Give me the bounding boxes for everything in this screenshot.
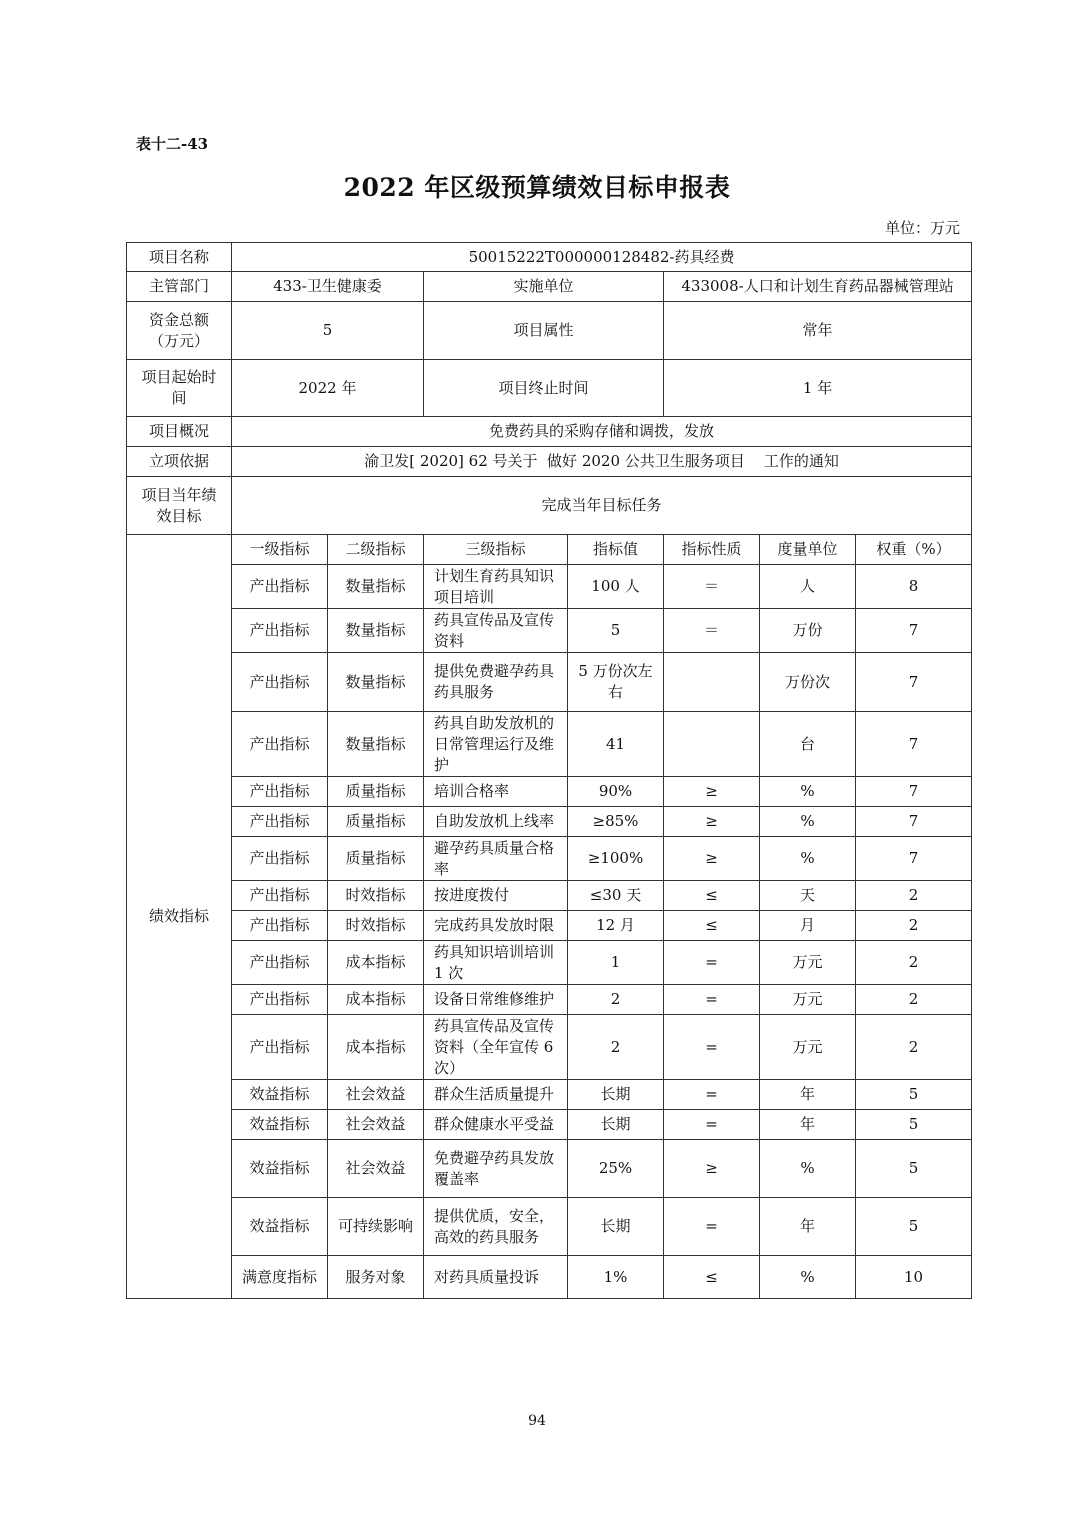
budget-performance-table [126, 242, 972, 1299]
indicator-row [127, 985, 972, 1015]
indicator-value: 100 人 [568, 565, 664, 609]
indicator-l3: 设备日常维修维护 [424, 985, 568, 1015]
indicator-weight: 2 [856, 941, 972, 985]
indicator-value: 41 [568, 712, 664, 777]
indicator-value: 90% [568, 777, 664, 807]
indicator-value: 5 万份次左右 [568, 653, 664, 712]
indicator-value: 1% [568, 1256, 664, 1299]
indicator-nature [664, 653, 760, 712]
indicator-l2: 成本指标 [328, 985, 424, 1015]
indicator-unit: 年 [760, 1110, 856, 1140]
indicator-l3: 完成药具发放时限 [424, 911, 568, 941]
goal-label-line2: 效目标 [156, 506, 202, 525]
indicator-weight: 7 [856, 777, 972, 807]
header-l3: 三级指标 [424, 535, 568, 565]
indicator-unit: % [760, 1140, 856, 1198]
indicator-unit: 年 [760, 1198, 856, 1256]
indicator-l3: 药具宣传品及宣传资料 [424, 609, 568, 653]
unit-label: 单位：万元 [884, 219, 960, 237]
indicator-l3: 提供免费避孕药具药具服务 [424, 653, 568, 712]
indicator-l1: 产出指标 [232, 837, 328, 881]
indicator-value: 25% [568, 1140, 664, 1198]
indicator-row [127, 1015, 972, 1080]
indicator-row [127, 1110, 972, 1140]
indicator-row [127, 1140, 972, 1198]
indicator-row [127, 565, 972, 609]
indicator-row [127, 941, 972, 985]
indicator-weight: 7 [856, 807, 972, 837]
indicator-l2: 数量指标 [328, 609, 424, 653]
indicator-row [127, 1080, 972, 1110]
indicator-nature: ≥ [664, 837, 760, 881]
indicator-l2: 数量指标 [328, 653, 424, 712]
indicator-l3: 提供优质，安全，高效的药具服务 [424, 1198, 568, 1256]
indicator-l1: 产出指标 [232, 712, 328, 777]
indicator-l1: 产出指标 [232, 653, 328, 712]
indicator-weight: 2 [856, 985, 972, 1015]
indicator-l2: 质量指标 [328, 807, 424, 837]
indicator-weight: 5 [856, 1140, 972, 1198]
indicator-nature: = [664, 941, 760, 985]
goal-value: 完成当年目标任务 [232, 477, 972, 535]
indicator-value: 5 [568, 609, 664, 653]
indicator-l1: 产出指标 [232, 1015, 328, 1080]
indicator-weight: 7 [856, 609, 972, 653]
header-value: 指标值 [568, 535, 664, 565]
indicator-header-row [127, 535, 972, 565]
indicator-l1: 产出指标 [232, 911, 328, 941]
indicator-value: 长期 [568, 1110, 664, 1140]
indicator-value: 12 月 [568, 911, 664, 941]
overview-label: 项目概况 [127, 417, 232, 447]
indicator-row [127, 1198, 972, 1256]
indicator-l3: 按进度拨付 [424, 881, 568, 911]
attr-label: 项目属性 [424, 302, 664, 360]
fund-label-line1: 资金总额 [148, 310, 209, 329]
indicator-l2: 数量指标 [328, 565, 424, 609]
indicator-nature: ≥ [664, 807, 760, 837]
indicator-l3: 避孕药具质量合格率 [424, 837, 568, 881]
indicator-nature: ≥ [664, 777, 760, 807]
start-label-line2: 间 [171, 389, 187, 407]
impl-label: 实施单位 [424, 272, 664, 302]
indicator-l2: 社会效益 [328, 1080, 424, 1110]
indicator-value: ≤30 天 [568, 881, 664, 911]
indicator-l1: 产出指标 [232, 807, 328, 837]
page-title: 2022 年区级预算绩效目标申报表 [343, 173, 731, 202]
indicator-nature: = [664, 985, 760, 1015]
indicator-unit: % [760, 777, 856, 807]
indicator-unit: 万元 [760, 1015, 856, 1080]
indicator-l3: 药具宣传品及宣传资料（全年宣传 6 次） [424, 1015, 568, 1080]
indicator-l2: 质量指标 [328, 837, 424, 881]
table-id: 表十二-43 [136, 135, 209, 153]
goal-label [127, 477, 232, 535]
indicator-unit: 万元 [760, 985, 856, 1015]
indicator-nature: ≤ [664, 1256, 760, 1299]
start-value: 2022 年 [232, 360, 424, 417]
indicator-unit: 万元 [760, 941, 856, 985]
indicator-l3: 群众生活质量提升 [424, 1080, 568, 1110]
indicator-l3: 药具知识培训培训 1 次 [424, 941, 568, 985]
indicator-l1: 效益指标 [232, 1110, 328, 1140]
fund-value: 5 [232, 302, 424, 360]
indicator-row [127, 712, 972, 777]
indicator-l3: 群众健康水平受益 [424, 1110, 568, 1140]
indicator-l2: 成本指标 [328, 941, 424, 985]
indicator-nature: = [664, 1015, 760, 1080]
start-label [127, 360, 232, 417]
indicator-row [127, 837, 972, 881]
indicator-weight: 2 [856, 881, 972, 911]
indicator-l2: 数量指标 [328, 712, 424, 777]
project-name-label: 项目名称 [127, 243, 232, 272]
indicator-unit: % [760, 837, 856, 881]
indicator-group-label: 绩效指标 [127, 535, 232, 1299]
indicator-nature: ≥ [664, 1140, 760, 1198]
dept-label: 主管部门 [127, 272, 232, 302]
indicator-unit: 人 [760, 565, 856, 609]
indicator-l1: 效益指标 [232, 1198, 328, 1256]
indicator-l2: 时效指标 [328, 911, 424, 941]
indicator-value: 2 [568, 985, 664, 1015]
indicator-l2: 社会效益 [328, 1140, 424, 1198]
indicator-l3: 计划生育药具知识项目培训 [424, 565, 568, 609]
indicator-l1: 产出指标 [232, 941, 328, 985]
indicator-row [127, 777, 972, 807]
indicator-unit: 台 [760, 712, 856, 777]
header-unit: 度量单位 [760, 535, 856, 565]
indicator-row [127, 609, 972, 653]
basis-label: 立项依据 [127, 447, 232, 477]
indicator-row [127, 911, 972, 941]
overview-value: 免费药具的采购存储和调拨，发放 [232, 417, 972, 447]
project-name-value: 50015222T000000128482-药具经费 [232, 243, 972, 272]
indicator-unit: 月 [760, 911, 856, 941]
indicator-nature: ≤ [664, 911, 760, 941]
header-l1: 一级指标 [232, 535, 328, 565]
indicator-nature [664, 712, 760, 777]
indicator-unit: 万份 [760, 609, 856, 653]
indicator-row [127, 807, 972, 837]
header-weight: 权重（%） [856, 535, 972, 565]
indicator-l1: 产出指标 [232, 985, 328, 1015]
indicator-l1: 满意度指标 [232, 1256, 328, 1299]
indicator-l3: 培训合格率 [424, 777, 568, 807]
indicator-weight: 7 [856, 712, 972, 777]
indicator-value: 2 [568, 1015, 664, 1080]
indicator-row [127, 881, 972, 911]
attr-value: 常年 [664, 302, 972, 360]
fund-label-line2: （万元） [148, 331, 209, 350]
indicator-l2: 质量指标 [328, 777, 424, 807]
indicator-value: ≥100% [568, 837, 664, 881]
indicator-weight: 5 [856, 1110, 972, 1140]
indicator-unit: 天 [760, 881, 856, 911]
header-l2: 二级指标 [328, 535, 424, 565]
indicator-weight: 8 [856, 565, 972, 609]
indicator-value: ≥85% [568, 807, 664, 837]
indicator-value: 1 [568, 941, 664, 985]
indicator-unit: % [760, 807, 856, 837]
indicator-l3: 对药具质量投诉 [424, 1256, 568, 1299]
indicator-nature: ＝ [664, 565, 760, 609]
fund-label [127, 302, 232, 360]
indicator-l2: 可持续影响 [328, 1198, 424, 1256]
indicator-unit: % [760, 1256, 856, 1299]
indicator-l1: 产出指标 [232, 777, 328, 807]
indicator-nature: = [664, 1198, 760, 1256]
indicator-l3: 药具自助发放机的日常管理运行及维护 [424, 712, 568, 777]
indicator-weight: 2 [856, 911, 972, 941]
indicator-l2: 时效指标 [328, 881, 424, 911]
dept-value: 433-卫生健康委 [232, 272, 424, 302]
indicator-weight: 7 [856, 653, 972, 712]
header-nature: 指标性质 [664, 535, 760, 565]
indicator-l1: 产出指标 [232, 609, 328, 653]
impl-value: 433008-人口和计划生育药品器械管理站 [664, 272, 972, 302]
indicator-weight: 5 [856, 1198, 972, 1256]
indicator-weight: 7 [856, 837, 972, 881]
start-label-line1: 项目起始时 [141, 368, 217, 386]
indicator-value: 长期 [568, 1198, 664, 1256]
goal-label-line1: 项目当年绩 [141, 485, 217, 504]
indicator-l3: 免费避孕药具发放覆盖率 [424, 1140, 568, 1198]
end-value: 1 年 [664, 360, 972, 417]
indicator-l3: 自助发放机上线率 [424, 807, 568, 837]
end-label: 项目终止时间 [424, 360, 664, 417]
indicator-weight: 10 [856, 1256, 972, 1299]
indicator-weight: 5 [856, 1080, 972, 1110]
indicator-nature: ＝ [664, 609, 760, 653]
indicator-l2: 服务对象 [328, 1256, 424, 1299]
indicator-l1: 产出指标 [232, 565, 328, 609]
indicator-row [127, 1256, 972, 1299]
indicator-nature: = [664, 1110, 760, 1140]
indicator-value: 长期 [568, 1080, 664, 1110]
indicator-l1: 效益指标 [232, 1140, 328, 1198]
indicator-row [127, 653, 972, 712]
indicator-nature: = [664, 1080, 760, 1110]
indicator-unit: 年 [760, 1080, 856, 1110]
indicator-nature: ≤ [664, 881, 760, 911]
page-number: 94 [528, 1413, 546, 1429]
basis-value: 渝卫发[ 2020] 62 号关于 做好 2020 公共卫生服务项目 工作的通知 [232, 447, 972, 477]
indicator-l1: 产出指标 [232, 881, 328, 911]
indicator-weight: 2 [856, 1015, 972, 1080]
indicator-unit: 万份次 [760, 653, 856, 712]
indicator-l2: 成本指标 [328, 1015, 424, 1080]
indicator-l1: 效益指标 [232, 1080, 328, 1110]
indicator-l2: 社会效益 [328, 1110, 424, 1140]
